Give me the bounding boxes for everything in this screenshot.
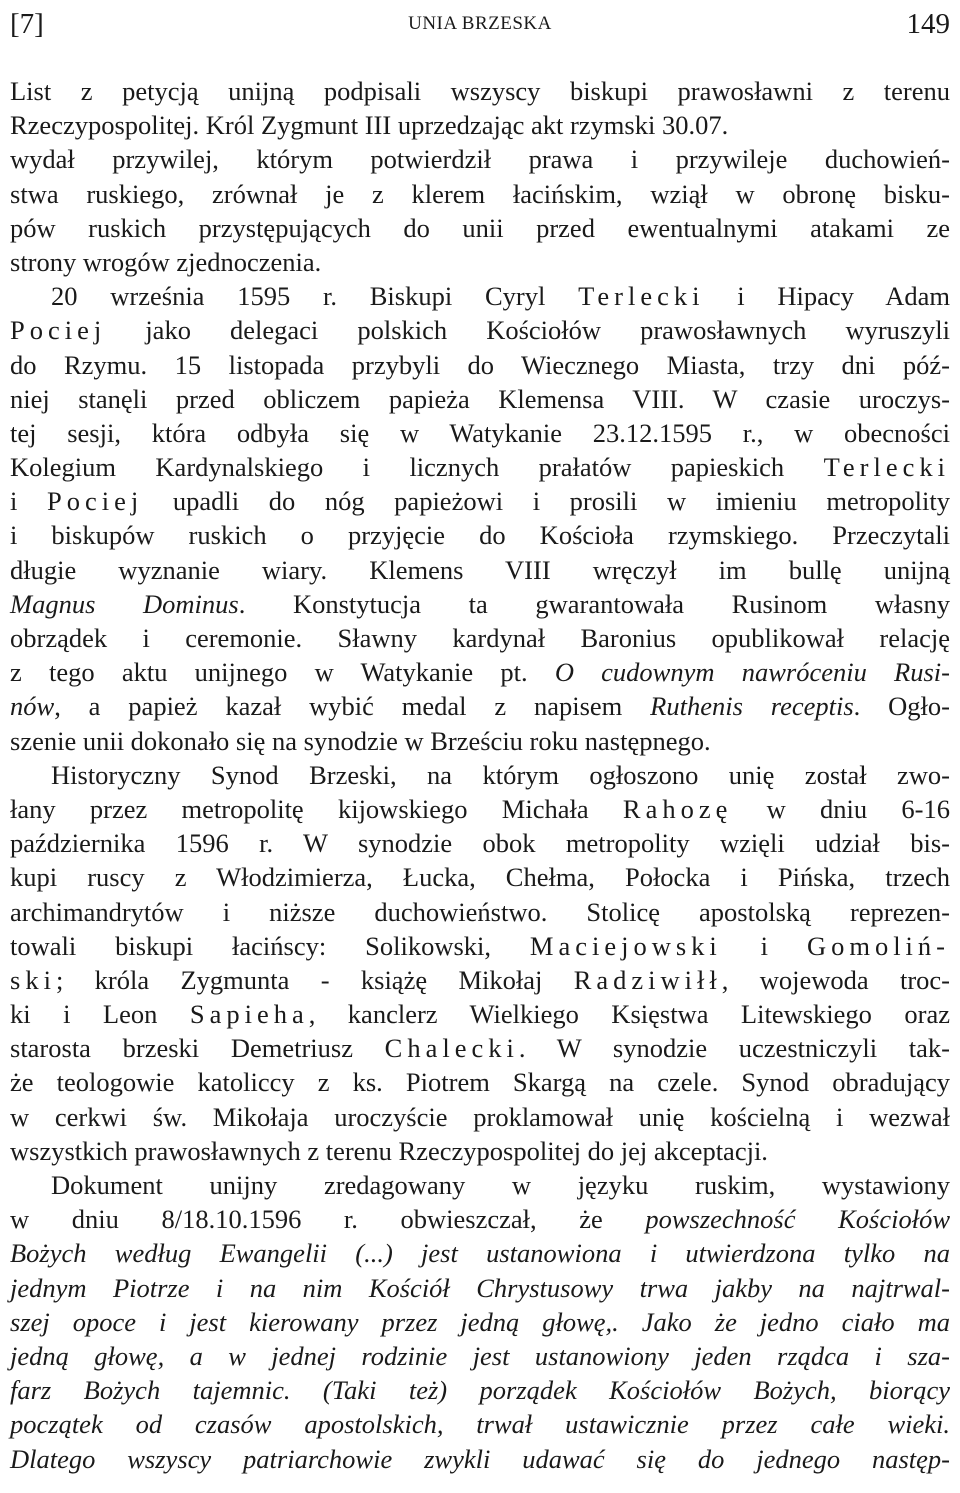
text-line xyxy=(10,1168,950,1202)
text-line xyxy=(10,1305,950,1339)
italic-text: Bożych według Ewangelii (...) jest ustanowiona i utwierdzona tylko na xyxy=(10,1238,950,1269)
text-line xyxy=(10,1271,950,1305)
text-run: wydał przywilej, którym potwierdził prawa i przywileje duchowień- xyxy=(10,144,950,175)
text-run: w dniu 8/18.10.1596 r. obwieszczał, że xyxy=(10,1204,646,1235)
text-run: Rzeczypospolitej. Król Zygmunt III uprzedzając akt rzymski 30.07. xyxy=(10,110,729,141)
italic-text: O cudownym nawróceniu Rusi- xyxy=(554,657,950,688)
spaced-name: Chalecki xyxy=(384,1033,519,1064)
text-line xyxy=(10,826,950,860)
text-run: i xyxy=(721,930,807,961)
text-run: w cerkwi św. Mikołaja uroczyście proklamował unię kościelną i wezwał xyxy=(10,1101,950,1132)
text-run: , a papież kazał wybić medal z napisem xyxy=(54,691,651,722)
text-run: . W synodzie uczestniczyli tak- xyxy=(518,1033,950,1064)
text-line xyxy=(10,313,950,347)
spaced-name: Sapieha xyxy=(189,999,309,1030)
italic-text: jednym Piotrze i na nim Kościół Chrystusowy trwa jakby na najtrwal- xyxy=(10,1272,950,1303)
text-line xyxy=(10,553,950,587)
text-line xyxy=(10,1065,950,1099)
text-run: i xyxy=(10,486,47,517)
text-run: stwa ruskiego, zrównał je z klerem łacińskim, wziął w obronę bisku- xyxy=(10,178,950,209)
text-run: jako delegaci polskich Kościołów prawosławnych wyruszyli xyxy=(106,315,950,346)
italic-text: jedną głowę, a w jednej rodzinie jest ustanowiony jeden rządca i sza- xyxy=(10,1340,950,1371)
text-line xyxy=(10,1031,950,1065)
text-line xyxy=(10,587,950,621)
text-line xyxy=(10,518,950,552)
text-run: List z petycją unijną podpisali wszyscy biskupi prawosławni z terenu xyxy=(10,76,950,106)
text-run: towali biskupi łacińscy: Solikowski, xyxy=(10,930,530,961)
text-line xyxy=(10,74,950,108)
text-run: Kolegium Kardynalskiego i licznych prałatów papieskich xyxy=(10,452,824,483)
spaced-name: Pociej xyxy=(46,486,144,517)
running-title: UNIA BRZESKA xyxy=(408,13,552,34)
text-line xyxy=(10,484,950,518)
text-run: archimandrytów i niższe duchowieństwo. Stolicę apostolską reprezen- xyxy=(10,896,950,927)
text-run: do Rzymu. 15 listopada przybyli do Wiecznego Miasta, trzy dni póź- xyxy=(10,349,950,380)
text-run: w dniu 6-16 xyxy=(732,793,950,824)
text-run: łany przez metropolitę kijowskiego Michała xyxy=(10,793,623,824)
text-line xyxy=(10,108,950,142)
text-line xyxy=(10,758,950,792)
spaced-name: Radziwiłł xyxy=(573,964,722,995)
text-run: strony wrogów zjednoczenia. xyxy=(10,246,322,277)
text-line xyxy=(10,1100,950,1134)
text-line xyxy=(10,1236,950,1270)
text-line xyxy=(10,963,950,997)
text-run: ki i Leon xyxy=(10,999,190,1030)
text-run: z tego aktu unijnego w Watykanie pt. xyxy=(10,657,555,688)
text-line xyxy=(10,1373,950,1407)
page-header xyxy=(10,4,950,44)
text-run: wszystkich prawosławnych z terenu Rzeczypospolitej do jej akceptacji. xyxy=(10,1135,768,1166)
italic-text: nów xyxy=(10,691,55,722)
text-line xyxy=(10,1202,950,1236)
spaced-name: Pociej xyxy=(10,315,107,346)
page-number: 149 xyxy=(906,7,950,40)
spaced-name: Rahozę xyxy=(622,793,733,824)
text-line xyxy=(10,689,950,723)
text-run: Historyczny Synod Brzeski, na którym ogłoszono unię został zwo- xyxy=(51,759,950,790)
italic-text: Magnus Dominus xyxy=(10,588,239,619)
text-line xyxy=(10,724,950,758)
chapter-number: [7] xyxy=(10,7,44,40)
text-run: 20 września 1595 r. Biskupi Cyryl xyxy=(51,281,579,312)
spaced-name: Terlecki xyxy=(578,281,705,312)
italic-text: początek od czasów apostolskich, trwał ustawicznie przez całe wieki. xyxy=(10,1409,950,1440)
spaced-name: Maciejowski xyxy=(529,930,722,961)
text-run: . Konstytucja ta gwarantowała Rusinom własny xyxy=(238,588,950,619)
text-run: pów ruskich przystępujących do unii przed ewentualnymi atakami ze xyxy=(10,212,950,243)
text-run: upadli do nóg papieżowi i prosili w imieniu metropolity xyxy=(143,486,950,517)
text-run: Dokument unijny zredagowany w języku ruskim, wystawiony xyxy=(51,1170,950,1200)
text-line xyxy=(10,860,950,894)
text-line xyxy=(10,382,950,416)
text-run: niej stanęli przed obliczem papieża Klemensa VIII. W czasie uroczys- xyxy=(10,383,950,414)
text-line xyxy=(10,621,950,655)
text-line xyxy=(10,895,950,929)
text-run: kupi ruscy z Włodzimierza, Łucka, Chełma, Połocka i Pińska, trzech xyxy=(10,862,950,893)
text-line xyxy=(10,416,950,450)
italic-text: Ruthenis receptis xyxy=(650,691,854,722)
text-run: października 1596 r. W synodzie obok metropolity wzięli udział bis- xyxy=(10,828,950,859)
text-line xyxy=(10,1134,950,1168)
text-run: . Ogło- xyxy=(853,691,950,722)
italic-text: Dlatego wszyscy patriarchowie zwykli udawać się do jednego następ- xyxy=(10,1443,950,1474)
text-line xyxy=(10,142,950,176)
text-run: , kanclerz Wielkiego Księstwa Litewskiego oraz xyxy=(308,999,950,1030)
text-line xyxy=(10,1407,950,1441)
text-line xyxy=(10,245,950,279)
italic-text: powszechność Kościołów xyxy=(645,1204,950,1235)
text-line xyxy=(10,279,950,313)
spaced-name: Terlecki xyxy=(823,452,950,483)
text-line xyxy=(10,929,950,963)
text-run: długie wyznanie wiary. Klemens VIII wręczył im bullę unijną xyxy=(10,554,950,585)
text-run: i biskupów ruskich o przyjęcie do Kościoła rzymskiego. Przeczytali xyxy=(10,520,950,551)
text-line xyxy=(10,1442,950,1476)
text-run: obrządek i ceremonie. Sławny kardynał Baronius opublikował relację xyxy=(10,623,950,653)
text-line xyxy=(10,997,950,1031)
text-line xyxy=(10,450,950,484)
spaced-name: ski xyxy=(10,964,56,995)
text-run: i Hipacy Adam xyxy=(704,281,950,312)
text-line xyxy=(10,1339,950,1373)
body-text xyxy=(10,74,950,1476)
spaced-name: Gomoliń- xyxy=(806,930,950,961)
text-line xyxy=(10,177,950,211)
text-run: że teologowie katoliccy z ks. Piotrem Skargą na czele. Synod obradujący xyxy=(10,1067,950,1098)
text-line xyxy=(10,211,950,245)
text-run: starosta brzeski Demetriusz xyxy=(10,1033,385,1064)
text-run: szenie unii dokonało się na synodzie w Brześciu roku następnego. xyxy=(10,725,711,756)
italic-text: farz Bożych tajemnic. (Taki też) porządek Kościołów Bożych, biorący xyxy=(10,1375,950,1406)
text-line xyxy=(10,348,950,382)
text-run: tej sesji, która odbyła się w Watykanie 23.12.1595 r., w obecności xyxy=(10,417,950,448)
italic-text: szej opoce i jest kierowany przez jedną głowę,. Jako że jedno ciało ma xyxy=(10,1306,950,1337)
text-run: , wojewoda troc- xyxy=(721,964,951,995)
text-line xyxy=(10,655,950,689)
text-run: ; króla Zygmunta - książę Mikołaj xyxy=(55,964,574,995)
text-line xyxy=(10,792,950,826)
